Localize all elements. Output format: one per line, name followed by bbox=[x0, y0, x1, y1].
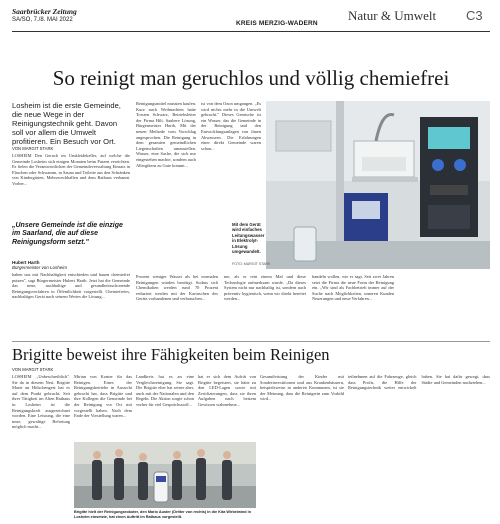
article2-column-6: teilnehmen auf die Fahrzeuge, gleich dass Profis, die Hilfe der Reinigungstechnik weiter entwickelt haben. Sie hat dafür gesorgt, dass Städte und Gemeinden nachziehen... bbox=[348, 374, 490, 391]
page-header bbox=[12, 6, 492, 30]
article1-bottom-column-3: handeln wollen, wie er sagt. Seit zwei Jahren setzt die Firma die neue Form der Reinigung ein. „Wir sind als Fachbetrieb immer auf der Suche nach Möglichkeiten, unseren Kunden Neuerungen und neue Verfahren... bbox=[312, 274, 394, 302]
article1-headline: So reinigt man geruchlos und völlig chemiefrei bbox=[52, 66, 450, 90]
quote-author: Hubert Harth bbox=[12, 260, 40, 265]
article2-photo-caption: Brigitte hielt der Reinigungsroboter, den Mario Auster (Dritter von rechts) in die Kita Wirbelwind in Losheim einsetzte, hat einen Auftritt im Rathaus vorgestellt. bbox=[74, 510, 252, 519]
newspaper-brand: Saarbrücker Zeitung bbox=[12, 7, 77, 16]
article2-photo bbox=[74, 442, 256, 508]
article1-column-1b: haben uns mit Nachhaltigkeit entschieden und bauen chemiefrei putzen", sagt Bürgermeister Hubert Harth. Jetzt hat die Gemeinde das neue, nachhaltige und gesundheitsschonende Reinigungsverfahren in Öffentlichkeit vorgestellt. Chemiefreies, nachhaltiges Gerät nach seinem Wertes die Lösung... bbox=[12, 272, 130, 300]
article1-photo-caption: Mit dem Gerät wird einfaches Leitungswasser in Elektrolyt-Lösung umgewandelt. bbox=[232, 222, 265, 255]
issue-date: SA/SO, 7./8. MAI 2022 bbox=[12, 17, 73, 23]
article2-column-4: hat er sich dem Aufritt von Brigitte begeistert, sie hätte zu den LED-Lagen sowie mit Zertifizierungen, dass sie ihren Aufgaben nach bestem Gewissen wahrnehme... bbox=[198, 374, 256, 407]
pull-quote: „Unsere Gemeinde ist die einzige im Saarland, die auf diese Reinigungsform setzt." bbox=[12, 222, 123, 246]
article1-column-3: ist von dem Ozon umgangen. „Es wird nichts mehr in die Umwelt gebracht." Dieses Gemische ist ein Wasser, das die Gemeinde in der Reinigung und den Entwicklungsanlagen von ihnen Abwassern. Die Erfahrungen einer direkt Gemeinde waren schon... bbox=[201, 101, 261, 151]
article1-column-1: LOSHEIM Den Geruch im Umkleidekeller, auf welche die Gemeinde Losheim sich einigen Monaten beim Putzen verzichten. Es fielen die Verantwortlichen der Gemeindeverwaltung Einsatz in Flaschen oder Schwamm, in Sauna und Toilette aus den Schränken von Kindergärten, Mehrzweckhallen und dem Rathaus verbannt. Vorher... bbox=[12, 153, 130, 186]
article2-byline: VON MARGIT STARK bbox=[12, 367, 54, 372]
quote-author-block bbox=[12, 260, 130, 270]
page-number: C3 bbox=[466, 8, 483, 23]
quote-author-role: Bürgermeister von Losheim bbox=[12, 265, 68, 270]
article2-column-5: Gesamtleistung der Kinder mit Sonderinvestitionen und aus Krankenhäusern, beispielsweise in anderen Kommunen, ist sie der Meinung, dass die Reinigerin zum Vorbild wird... bbox=[260, 374, 344, 402]
article1-bottom-column-1: Prozent weniger Wasser als bei normalen Reinigungen würden benötigt. Sodass sich Chemikalien werden rund 70 Prozent reduziert werden mit der Kartuschen des Geräts vorhandenen und verbrauchen... bbox=[136, 274, 218, 302]
article1-photo-credit: FOTO: MARGIT STARK bbox=[232, 262, 271, 266]
article2-headline: Brigitte beweist ihre Fähigkeiten beim Reinigen bbox=[12, 345, 330, 364]
cleaning-device-photo bbox=[266, 101, 490, 269]
header-rule bbox=[12, 31, 490, 32]
article-divider bbox=[12, 341, 490, 342]
article1-column-2: Reinigungsmittel mussten kaufen. Kurz nach Weihnachten hatte Torsten Schwarz, Betriebsleiter der Firma Hilt, Saubere Lösung, Bürgermeister Harth, Mit der neuen Methode vom Vorschlag angesprochen. Die Reinigung in dem gesamten gemeindlichen Liegenschaften umzustellen. Wasser, eine Sache, die sich nur eingestehen machte, sondern auch Allergikern zu Gute kommt... bbox=[136, 101, 196, 168]
section-label: KREIS MERZIG-WADERN bbox=[236, 20, 318, 27]
group-photo bbox=[74, 442, 256, 508]
article2-column-2: Mirian von Konter für das Reinigen. Eines der Reinigungsbetriebe in Aussicht gebracht hat, dass Brigitte und ihre Kollegen die Gemeinde bei der Reinigung vor Ort mit vorgestellt haben. Nach dem Ende der Vorstellung waren... bbox=[74, 374, 132, 419]
article1-photo bbox=[266, 101, 490, 269]
article1-bottom-column-2: me, als er rein einem Mal und diese Technologie aufmerksam wurde. „Da dieses System nicht nur nachhaltig ist, sondern auch präventiv hygienisch, wenn wir direkt bereitet werden... bbox=[224, 274, 306, 302]
article2-column-3: Landkreis hat es an eine Vergleichsreinigung. Sie sagt. Die Brigitte eher hat seiner aber, auch mit der Nationalen und den Regeln. Die Aktion sorgte schon vorher für viel Gesprächsstoff... bbox=[136, 374, 194, 407]
article1-lead: Losheim ist die erste Gemeinde, die neue Wege in der Reinigungstechnik geht. Davon soll vor allem die Umwelt profitieren. Ein Besuch vor Ort. bbox=[12, 101, 121, 146]
category-title: Natur & Umwelt bbox=[348, 8, 437, 23]
article1-byline: VON MARGIT STARK bbox=[12, 146, 54, 151]
article2-column-1: LOSHEIM „Unbeschreiblich". Sie da in diesem Nest. Brigitte Marie an Hölschengest hat es auf dem Punkt gebracht. Seit ihrer Tätigkeit im Alten Rathaus in Losheim ist die Reinigungskraft ausgezeichnet worden. Eine Leistung, die eine neue, gewaltige Befreiung möglich macht... bbox=[12, 374, 70, 430]
